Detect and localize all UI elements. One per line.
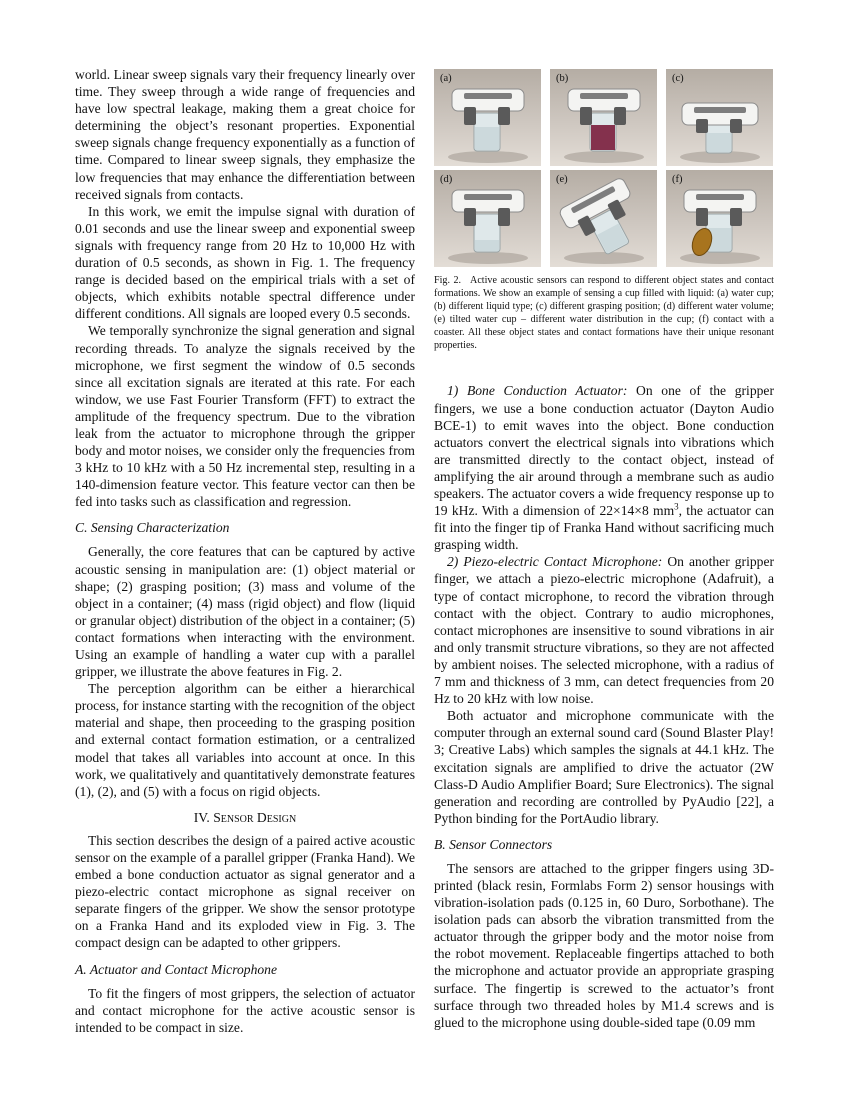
section-title: Sensor Design [213, 809, 297, 825]
paragraph-sweep-signals: world. Linear sweep signals vary their frequency linearly over time. They sweep through a wide range of frequencies and have low spectral leakage, making them a great choice for determining the object’s resonant properties. Exponential sweep signals change frequency exponentially as a function of time. Compared to linear sweep signals, they emphasize the low frequencies that may enhance the differentiation between received signals from contacts. [75, 67, 415, 202]
figure-panel-a [434, 69, 541, 166]
figure-panel-e [550, 170, 657, 267]
paragraph-core-features: Generally, the core features that can be captured by active acoustic sensing in manipulation are: (1) object material or shape; (2) grasping position; (3) mass and volume of the object in a container; (4) mass (rigid object) and flow (liquid or granular object) distribution of the object in a container; (5) contact formations when interacting with the environment. Using an example of handling a water cup with a parallel gripper, we illustrate the above features in Fig. 2. [75, 544, 415, 680]
panel-label: (e) [556, 174, 568, 185]
bone-conduction-text-a: On one of the gripper fingers, we use a bone conduction actuator (Dayton Audio BCE-1) to emit waves into the object. Bone conduction actuators convert the electrical signals into vibrations which are transmitted directly to the contact object, instead of amplifying the air around through a membrane such as audio speakers. The actuator covers a wide frequency response up to 19 kHz. With a dimension of 22×14×8 mm [434, 383, 774, 519]
subsection-heading-sensing-characterization: C. Sensing Characterization [75, 520, 230, 536]
figure-caption-text: Active acoustic sensors can respond to different object states and contact formations. We show an example of sensing a cup filled with liquid: (a) water cup; (b) different liquid type; (c) different grasping position; (d) different water volume; (e) tilted water cup – different water distribution in the cup; (f) contact with a coaster. All these object states and contact formations have their unique resonant properties. [434, 275, 774, 351]
contact-microphone-text: On another gripper finger, we attach a piezo-electric microphone (Adafruit), a type of contact microphone, to record the vibration through contact with the object. Contrary to audio microphones, contact microphones are insensitive to sound vibrations in air and only transmit structure vibrations, so they are not affected by ambient noises. The selected microphone, with a radius of 7 mm and thickness of 3 mm, can detect frequencies from 20 Hz to 20 kHz with low noise. [434, 554, 774, 707]
figure-panel-f [666, 170, 773, 267]
subsection-heading-sensor-connectors: B. Sensor Connectors [434, 836, 553, 852]
panel-label: (b) [556, 73, 569, 84]
panel-label: (f) [672, 174, 683, 185]
panel-label: (a) [440, 73, 452, 84]
panel-label: (d) [440, 174, 453, 185]
panel-label: (c) [672, 73, 684, 84]
runin-heading-bone-conduction: 1) Bone Conduction Actuator: [447, 383, 628, 399]
section-number: IV. [193, 809, 210, 825]
right-column-text [434, 382, 774, 1030]
superscript-three: 3 [674, 501, 679, 512]
figure-2-photo-grid [434, 66, 774, 266]
paragraph-sound-card: Both actuator and microphone communicate with the computer through an external sound card (Sound Blaster Play! 3; Creative Labs) which samples the signals at 44.1 kHz. The excitation signals are amplified to drive the actuator (2W Class-D Audio Amplifier Board; Sure Electronics). The signal generation and recording are controlled by PyAudio [22], a Python binding for the PortAudio library. [434, 708, 774, 826]
paragraph-perception-algorithm: The perception algorithm can be either a hierarchical process, for instance starting with the recognition of the object material and shape, then proceeding to the grasping position and external contact formation estimation, or a centralized model that takes all variables into account at once. In this work, we qualitatively and quantitatively demonstrate features (1), (2), and (5) with a focus on rigid objects. [75, 681, 415, 799]
paragraph-signal-parameters: In this work, we emit the impulse signal with duration of 0.01 seconds and use the linear sweep and exponential sweep signals with frequency range from 20 Hz to 10,000 Hz with duration of 0.5 seconds, as shown in Fig. 1. The frequency range is decided based on the empirical trials with a set of objects, which exhibits notable spectral difference under different conditions. All signals are looped every 0.5 seconds. [75, 203, 415, 322]
figure-panel-d [434, 170, 541, 267]
paragraph-synchronization: We temporally synchronize the signal generation and signal recording threads. To analyze the signals received by the microphone, we first segment the window of 0.5 seconds since all excitation signals are iterated at this rate. For each window, we use Fast Fourier Transform (FFT) to extract the amplitude of the frequency spectrum. Due to the vibration leak from the actuator to microphone through the gripper body and motor noises, we consider only the frequencies from 3 kHz to 10 kHz with a 50 Hz incremental step, resulting in a 140-dimension feature vector. This feature vector can then be fed into tasks such as classification and regression. [75, 323, 415, 510]
paragraph-compact-size: To fit the fingers of most grippers, the selection of actuator and contact microphone for the active acoustic sensor is intended to be compact in size. [75, 985, 415, 1035]
runin-heading-contact-microphone: 2) Piezo-electric Contact Microphone: [447, 554, 663, 570]
paragraph-bone-conduction-actuator [434, 382, 774, 553]
paragraph-section-intro: This section describes the design of a paired active acoustic sensor on the example of a parallel gripper (Franka Hand). We embed a bone conduction actuator as signal generator and a piezo-electric contact microphone as signal receiver on separate fingers of the gripper. We show the sensor prototype on a Franka Hand and its exploded view in Fig. 3. The compact design can be adapted to other grippers. [75, 832, 415, 951]
bone-conduction-text-b: , the actuator can fit into the finger tip of Franka Hand without sacrificing much grasping width. [434, 503, 775, 553]
section-heading-sensor-design [75, 809, 415, 826]
figure-label: Fig. 2. [434, 275, 462, 286]
figure-panel-b [550, 69, 657, 166]
figure-caption [434, 275, 774, 352]
figure-panel-c [666, 69, 773, 166]
right-column [434, 66, 774, 1031]
subsection-heading-actuator-microphone: A. Actuator and Contact Microphone [75, 961, 277, 977]
left-column [75, 66, 415, 1036]
paragraph-sensor-connectors: The sensors are attached to the gripper fingers using 3D-printed (black resin, Formlabs Form 2) sensor housings with vibration-isolation pads (0.125 in, 60 Duro, Sorbothane). The isolation pads can absorb the vibration transmitted from the actuator through the gripper body and the motor noise from the robot movement. Replaceable fingertips attached to both the microphone and actuator provide an appropriate grasping surface. The fingertip is screwed to the actuator’s front surface through two threaded holes by M1.4 screws and is glued to the microphone using double-sided tape (0.09 mm [434, 860, 774, 1030]
paragraph-contact-microphone [434, 553, 774, 707]
